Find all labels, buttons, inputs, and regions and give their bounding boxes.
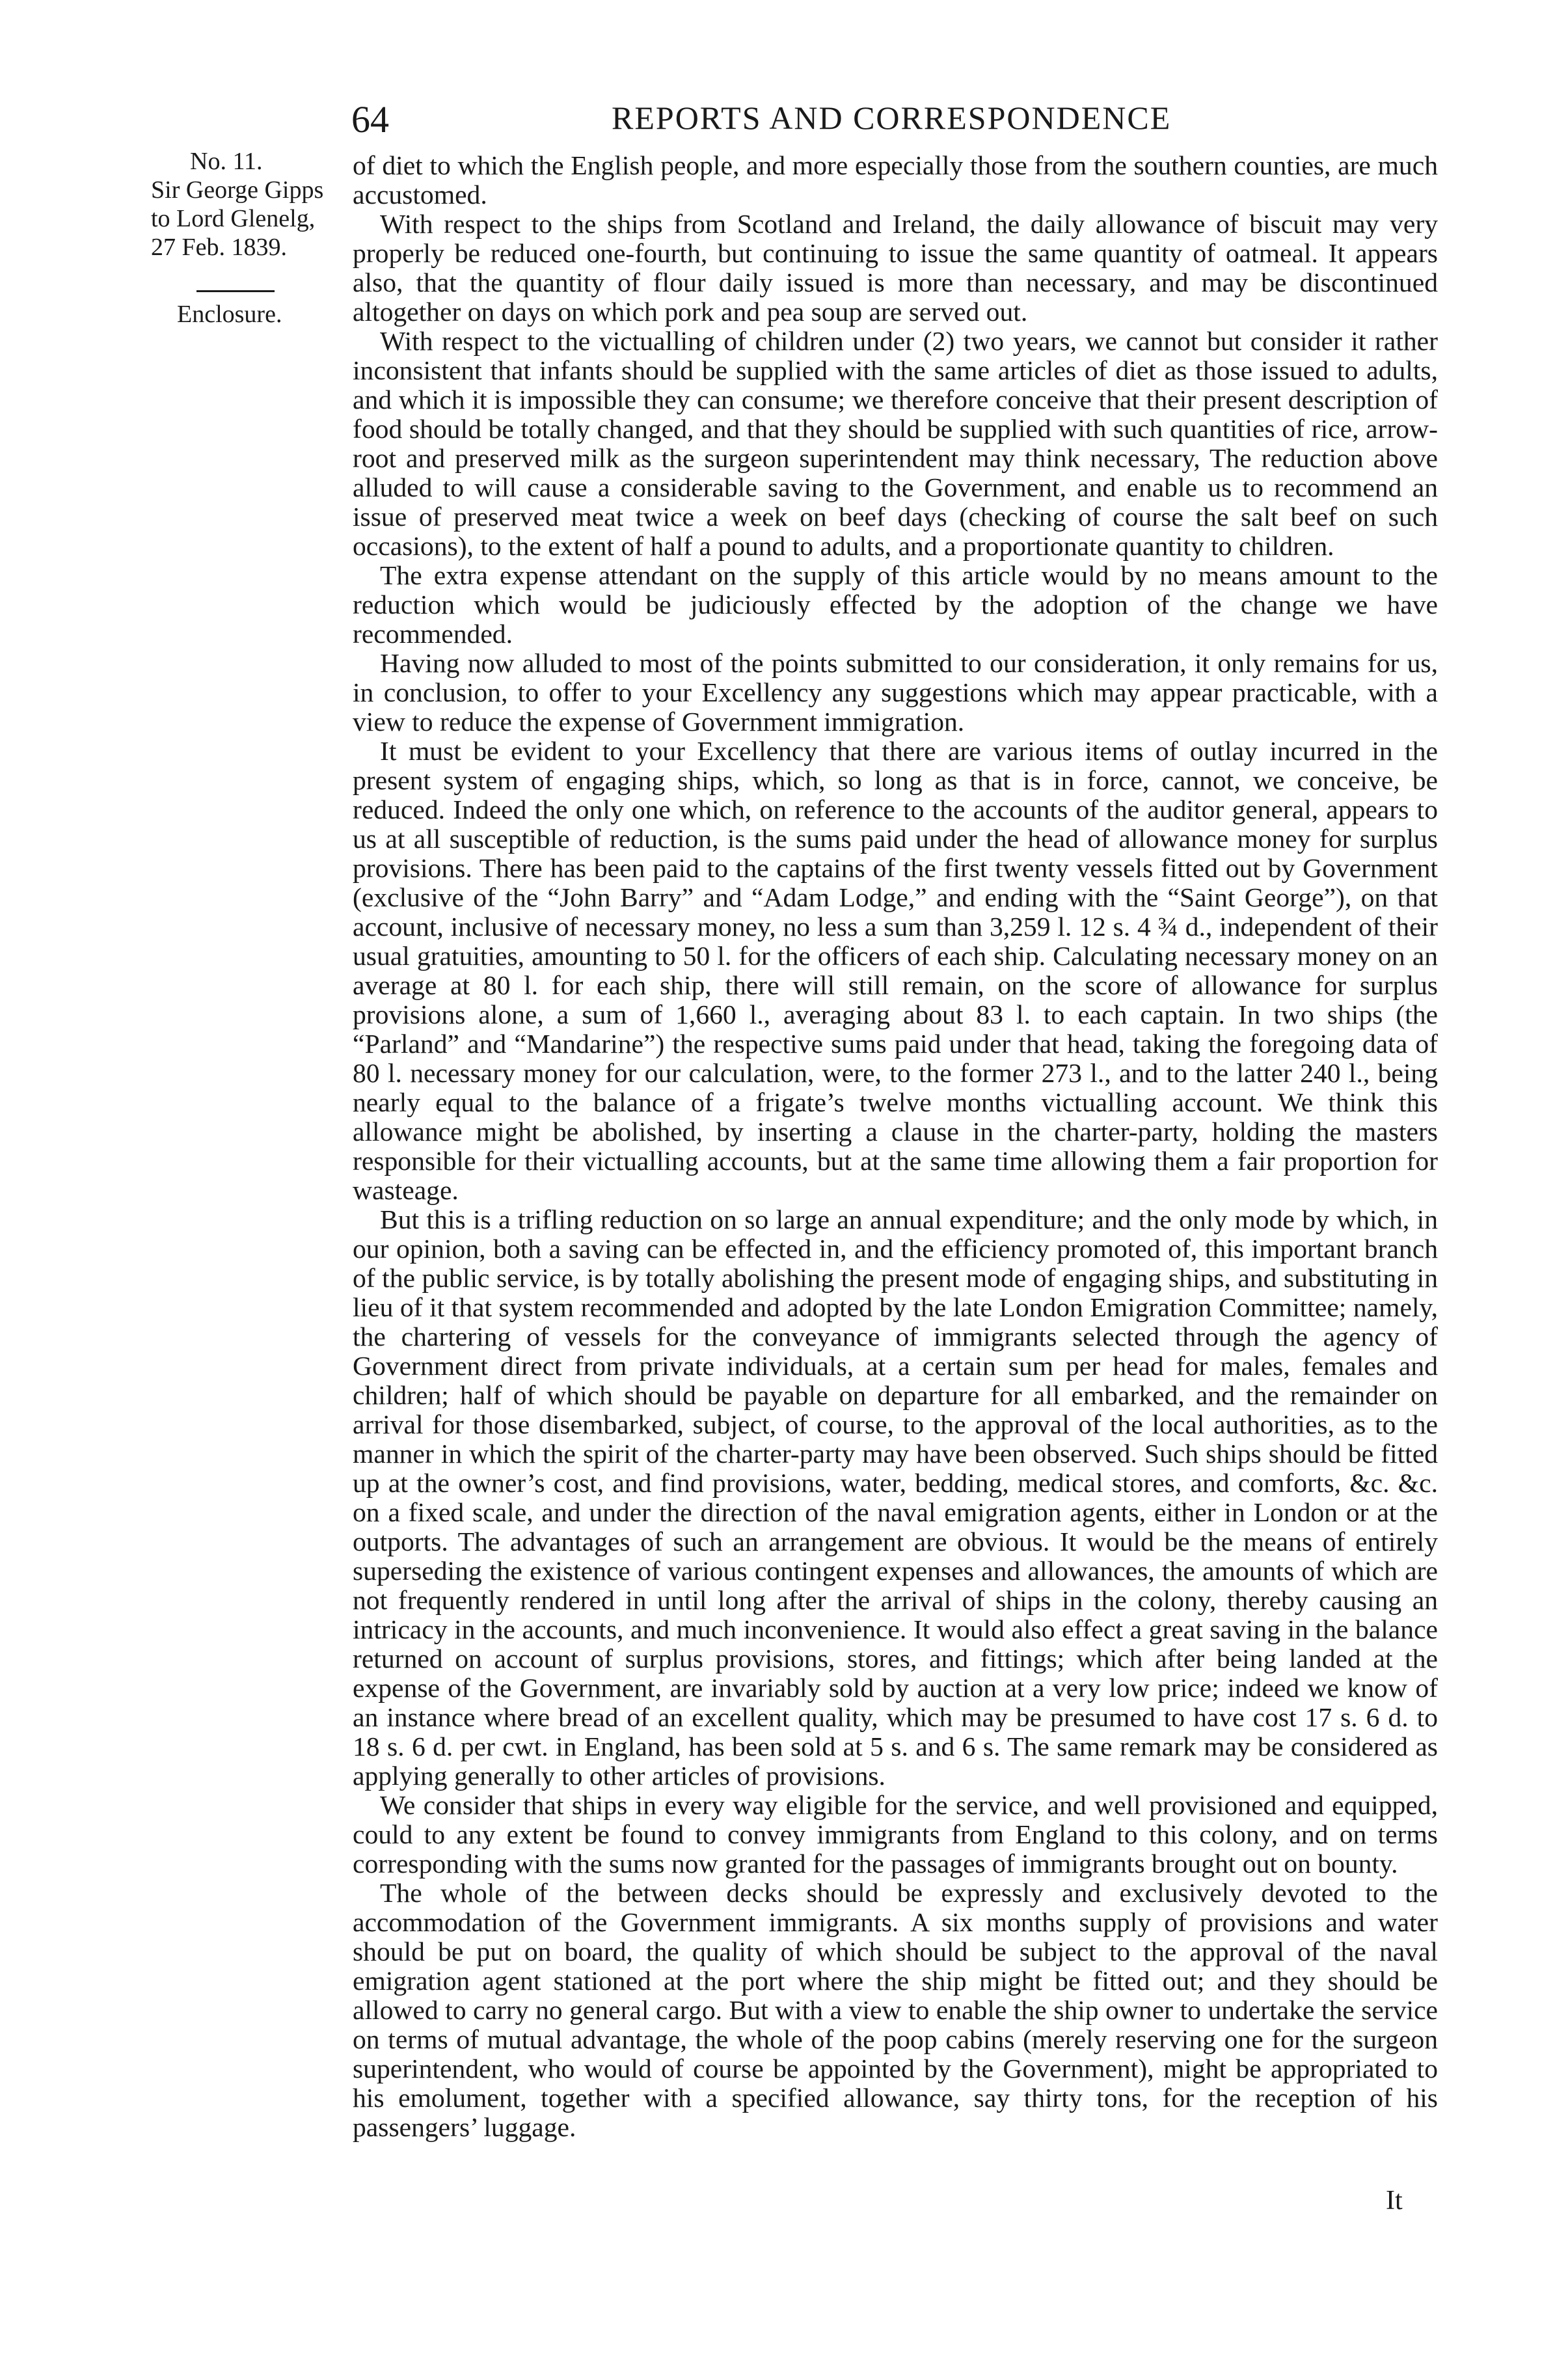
page-number: 64 [351,98,389,141]
paragraph: We consider that ships in every way eligible for the service, and well provisioned and equipped, could to any extent be found to convey immigrants from England to this colony, and on terms corresponding with the sums now granted for the passages of immigrants brought out on bounty. [353,1790,1438,1879]
paragraph: It must be evident to your Excellency that there are various items of outlay incurred in the present system of engaging ships, which, so long as that is in force, cannot, we conceive, be reduced. Indeed the only one which, on reference to the accounts of the auditor general, appears to us at all susceptible of reduction, is the sums paid under the head of allowance money for surplus provisions. There has been paid to the captains of the first twenty vessels fitted out by Government (exclusive of the “John Barry” and “Adam Lodge,” and ending with the “Saint George”), on that account, inclusive of necessary money, no less a sum than 3,259 l. 12 s. 4 ¾ d., independent of their usual gratuities, amounting to 50 l. for the officers of each ship. Calculating necessary money on an average at 80 l. for each ship, there will still remain, on the score of allowance for surplus provisions alone, a sum of 1,660 l., averaging about 83 l. to each captain. In two ships (the “Parland” and “Mandarine”) the respective sums paid under that head, taking the foregoing data of 80 l. necessary money for our calculation, were, to the former 273 l., and to the latter 240 l., being nearly equal to the balance of a frigate’s twelve months victualling account. We think this allowance might be abolished, by inserting a clause in the charter-party, holding the masters responsible for their victualling accounts, but at the same time allowing them a fair proportion for wasteage. [353,736,1438,1205]
margin-enclosure: Enclosure. [177,301,282,328]
margin-correspondent: Sir George Gipps [151,176,324,204]
paragraph: With respect to the ships from Scotland and Ireland, the daily allowance of biscuit may very properly be reduced one-fourth, but continuing to issue the same quantity of oatmeal. It appears also, that the quantity of flour daily issued is more than necessary, and may be discontinued altogether on days on which pork and pea soup are served out. [353,209,1438,327]
paragraph: Having now alluded to most of the points submitted to our consideration, it only remains for us, in conclusion, to offer to your Excellency any suggestions which may appear practicable, with a view to reduce the expense of Government immigration. [353,648,1438,737]
margin-recipient: to Lord Glenelg, [151,205,316,232]
margin-divider [196,290,275,292]
catchword: It [1386,2186,1403,2216]
running-title: REPORTS AND CORRESPONDENCE [612,100,1172,136]
margin-note [151,147,340,329]
paragraph: With respect to the victualling of children under (2) two years, we cannot but consider it rather inconsistent that infants should be supplied with the same articles of diet as those issued to adults, and which it is impossible they can consume; we therefore conceive that their present description of food should be totally changed, and that they should be supplied with such quantities of rice, arrow-root and preserved milk as the surgeon superintendent may think necessary, The reduction above alluded to will cause a considerable saving to the Government, and enable us to recommend an issue of preserved meat twice a week on beef days (checking of course the salt beef on such occasions), to the extent of half a pound to adults, and a proportionate quantity to children. [353,326,1438,561]
margin-date: 27 Feb. 1839. [151,234,287,261]
paragraph: The extra expense attendant on the supply of this article would by no means amount to the reduction which would be judiciously effected by the adoption of the change we have recommended. [353,560,1438,649]
paragraph: The whole of the between decks should be expressly and exclusively devoted to the accommodation of the Government immigrants. A six months supply of provisions and water should be put on board, the quality of which should be subject to the approval of the naval emigration agent stationed at the port where the ship might be fitted out; and they should be allowed to carry no general cargo. But with a view to enable the ship owner to undertake the service on terms of mutual advantage, the whole of the poop cabins (merely reserving one for the surgeon superintendent, who would of course be appointed by the Government), might be appropriated to his emolument, together with a specified allowance, say thirty tons, for the reception of his passengers’ luggage. [353,1878,1438,2142]
body-text [353,151,1438,2142]
paragraph: of diet to which the English people, and more especially those from the southern counties, are much accustomed. [353,150,1438,210]
paragraph: But this is a trifling reduction on so large an annual expenditure; and the only mode by which, in our opinion, both a saving can be effected in, and the efficiency promoted of, this important branch of the public service, is by totally abolishing the present mode of engaging ships, and substituting in lieu of it that system recommended and adopted by the late London Emigration Committee; namely, the chartering of vessels for the conveyance of immigrants selected through the agency of Government direct from private individuals, at a certain sum per head for males, females and children; half of which should be payable on departure for all embarked, and the remainder on arrival for those disembarked, subject, of course, to the approval of the local authorities, as to the manner in which the spirit of the charter-party may have been observed. Such ships should be fitted up at the owner’s cost, and find provisions, water, bedding, medical stores, and comforts, &c. &c. on a fixed scale, and under the direction of the naval emigration agents, either in London or at the outports. The advantages of such an arrangement are obvious. It would be the means of entirely superseding the existence of various contingent expenses and allowances, the amounts of which are not frequently rendered in until long after the arrival of ships in the colony, thereby causing an intricacy in the accounts, and much inconvenience. It would also effect a great saving in the balance returned on account of surplus provisions, stores, and fittings; which after being landed at the expense of the Government, are invariably sold by auction at a very low price; indeed we know of an instance where bread of an excellent quality, which may be presumed to have cost 17 s. 6 d. to 18 s. 6 d. per cwt. in England, has been sold at 5 s. and 6 s. The same remark may be considered as applying generally to other articles of provisions. [353,1204,1438,1791]
page-header [0,98,1568,143]
document-number: No. 11. [190,148,263,175]
